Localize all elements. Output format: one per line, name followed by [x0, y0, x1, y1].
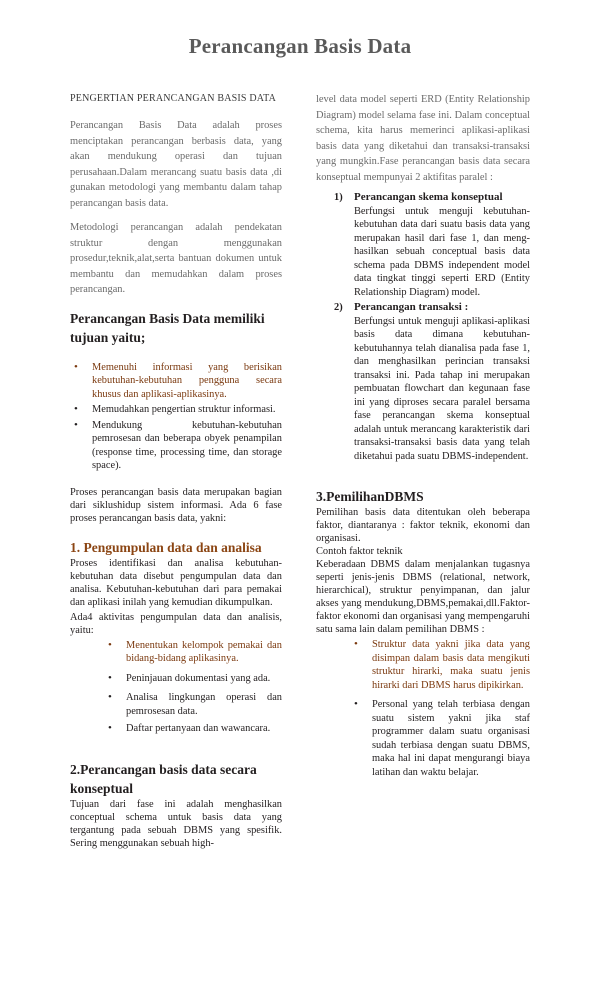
section-heading-phase-2: 2.Perancangan basis data secara konseptual — [70, 761, 257, 796]
section-heading-definition: PENGERTIAN PERANCANGAN BASIS DATA — [70, 93, 277, 104]
list-item: • Mendukung kebutuhan-kebutuhan pemrosesan dan beberapa obyek penampilan (response time, processing time, dan storage space). — [70, 419, 282, 473]
list-item: • Daftar pertanyaan dan wawancara. — [104, 722, 282, 736]
goals-list — [70, 361, 282, 473]
paragraph: Proses perancangan basis data merupakan bagian dari siklushidup sistem informasi. Ada 6 fase proses perancangan basis data, yakni: — [70, 486, 282, 524]
paragraph: Contoh faktor teknik — [316, 546, 403, 557]
section-heading-goals: Perancangan Basis Data memiliki tujuan yaitu; — [70, 310, 265, 345]
paragraph: Keberadaan DBMS dalam menjalankan tugasnya seperti jenis-jenis DBMS (relational, network, hierarchical), struktur penyimpanan, dan jalur akses yang mendukung,DBMS,pemakai,dll.Faktor-faktor ekonomi dan organisasi yang mempengaruhi satu sama lain dalam pemilihan DBMS : — [316, 559, 530, 635]
conceptual-steps-list — [316, 191, 530, 463]
paragraph: Perancangan Basis Data adalah proses menciptakan perancangan berbasis data, yang akan mendukung operasi dan tujuan perusahaan.Dalam merancang suatu basis data ,di gunakan metodologi yang membantu dalam tahap perancangan basis data. — [70, 120, 282, 209]
factors-list — [350, 638, 530, 779]
list-number: 2) — [334, 302, 343, 313]
paragraph: Ada4 aktivitas pengumpulan data dan analisis, yaitu: — [70, 611, 282, 636]
list-item: • Menentukan kelompok pemakai dan bidang-bidang aplikasinya. — [104, 639, 282, 666]
paragraph: Metodologi perancangan adalah pendekatan struktur dengan menggunakan prosedur,teknik,alat,serta bantuan dokumen untuk membantu dan memudahkan dalam proses perancangan. — [70, 222, 282, 295]
section-heading-phase-1: 1. Pengumpulan data dan analisa — [70, 539, 262, 555]
left-column — [70, 92, 282, 850]
paragraph: Pemilihan basis data ditentukan oleh beberapa faktor, diantaranya : faktor teknik, ekonomi dan organisasi. — [316, 507, 530, 544]
step-title: Perancangan transaksi : — [354, 301, 469, 313]
paragraph: level data model seperti ERD (Entity Relationship Diagram) model selama fase ini. Dalam conceptual schema, kita harus memerinci aplikasi-aplikasi basis data yang diketahui dan transaksi-transaksi yang mungkin.Fase perancangan basis data secara konseptual mempunyai 2 aktifitas paralel : — [316, 94, 530, 183]
list-item: • Struktur data yakni jika data yang disimpan dalam basis data mengikuti struktur hirarki, maka suatu jenis hirarki dari DBMS harus dipikirkan. — [350, 638, 530, 692]
list-number: 1) — [334, 192, 343, 203]
right-column — [316, 92, 530, 779]
list-item — [316, 301, 530, 463]
paragraph: Proses identifikasi dan analisa kebutuhan-kebutuhan data disebut pengumpulan data dan analisa. Kebutuhan-kebutuhan dari para pemakai dan aplikasi inilah yang kemudian dikumpulkan. — [70, 557, 282, 608]
section-heading-phase-3: 3.PemilihanDBMS — [316, 489, 424, 504]
step-text: Berfungsi untuk menguji kebutuhan-kebutuhan data dari suatu basis data yang merupakan hasil dari fase 1, dan meng-hasilkan sebuah conceptual basis data schema pada DBMS independent model data tingkat tinggi seperti ERD (Entity Relationship Diagram) model. — [354, 205, 530, 298]
list-item: • Analisa lingkungan operasi dan pemrosesan data. — [104, 691, 282, 718]
list-item: • Memudahkan pengertian struktur informasi. — [70, 403, 282, 417]
page-title: Perancangan Basis Data — [188, 34, 412, 58]
activities-list — [104, 639, 282, 736]
list-item: • Peninjauan dokumentasi yang ada. — [104, 672, 282, 686]
step-title: Perancangan skema konseptual — [354, 191, 503, 203]
paragraph: Tujuan dari fase ini adalah menghasilkan conceptual schema untuk basis data yang tergantung pada sebuah DBMS yang spesifik. Sering menggunakan sebuah high- — [70, 798, 282, 849]
list-item: • Memenuhi informasi yang berisikan kebutuhan-kebutuhan pengguna secara khusus dan aplikasi-aplikasinya. — [70, 361, 282, 402]
list-item: • Personal yang telah terbiasa dengan suatu sistem yakni jika staf programmer dalam suatu organisasi sudah terbiasa dengan suatu DBMS, maka hal ini dapat mengurangi biaya latihan dan waktu belajar. — [350, 698, 530, 779]
step-text: Berfungsi untuk menguji aplikasi-aplikasi basis data dimana kebutuhan-kebutuhannya telah dianalisa pada fase 1, dan menghasilkan perincian transaksi transaksi ini. Pada tahap ini merupakan pembuatan flowchart dan kegunaan fase ini yang diproses secara paralel bersama fase perancangan skema konseptual adalah untuk merancang karakteristik dari transaksi-transaksi basis data yang telah diketahui pada suatu DBMS-independent. — [354, 315, 530, 462]
list-item — [316, 191, 530, 299]
